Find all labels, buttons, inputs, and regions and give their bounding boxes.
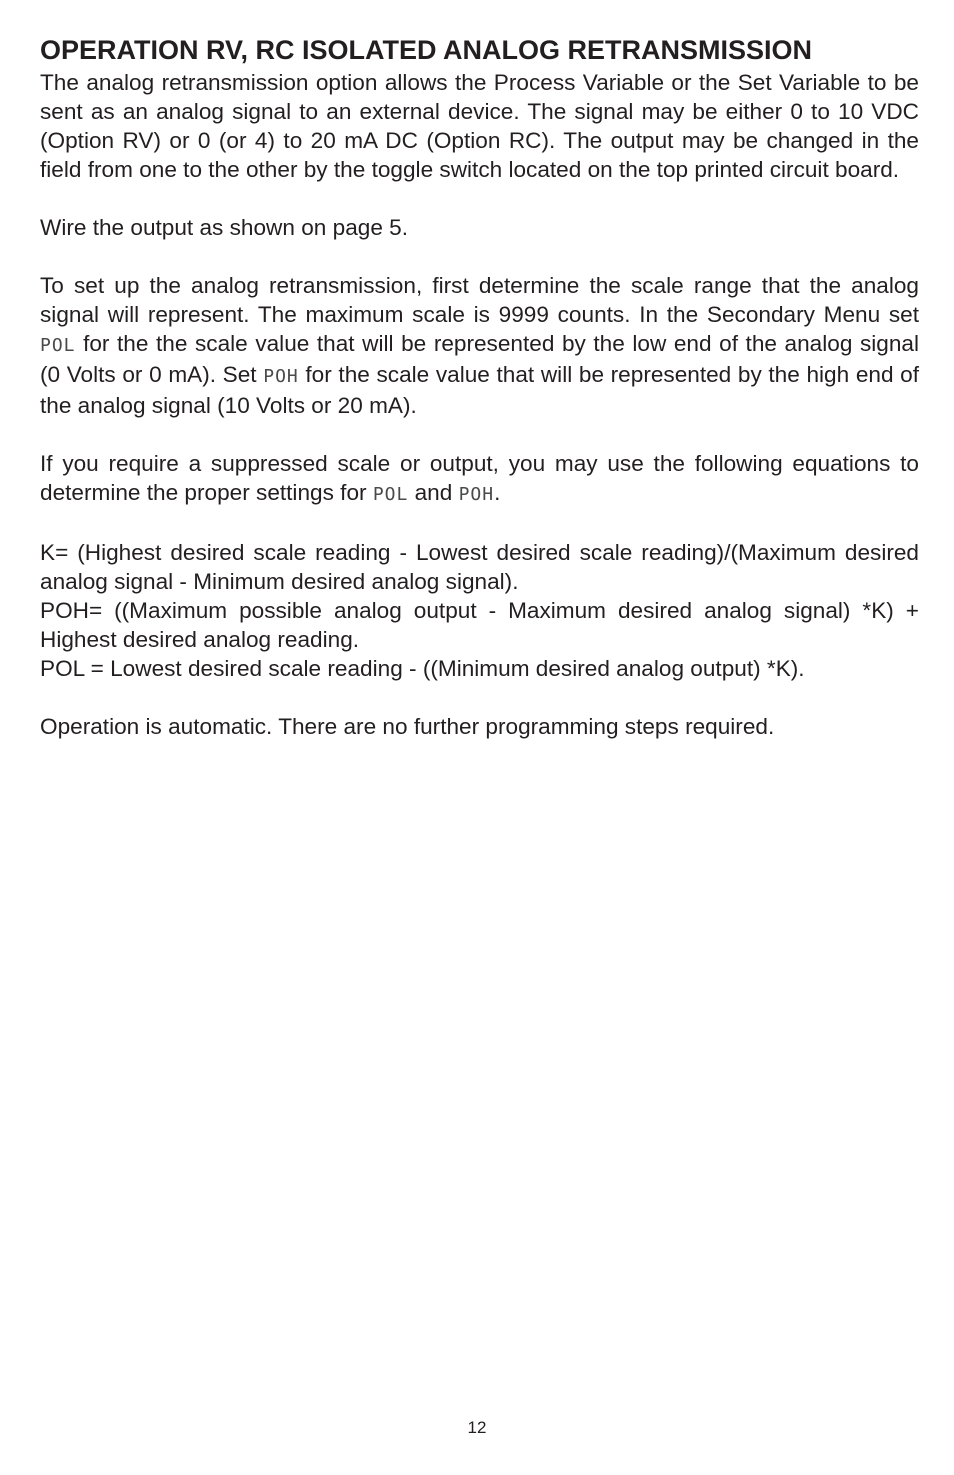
setup-paragraph	[40, 271, 919, 420]
section-title: OPERATION RV, RC ISOLATED ANALOG RETRANSMISSION	[40, 35, 813, 65]
setup-text-b: for the the scale value that will be represented by the low end of the analog signal (0 Volts or 0 mA). Set	[40, 331, 919, 387]
paragraph-gap	[40, 184, 919, 213]
poh-display-code: POH	[458, 484, 495, 505]
equation-pol: POL = Lowest desired scale reading - ((Minimum desired analog output) *K).	[40, 656, 805, 681]
wiring-note: Wire the output as shown on page 5.	[40, 215, 409, 240]
manual-page	[40, 33, 919, 741]
suppressed-scale-paragraph	[40, 449, 919, 509]
poh-display-code: POH	[263, 366, 299, 387]
setup-text-c: for the scale value that will be represented by the high end of the analog signal (10 Volts or 20 mA).	[40, 362, 920, 418]
suppressed-text-b: and	[408, 480, 459, 505]
suppressed-text-c: .	[494, 480, 501, 505]
pol-display-code: POL	[372, 484, 409, 505]
suppressed-text-a: If you require a suppressed scale or output, you may use the following equations to determine the proper settings for	[40, 451, 919, 505]
paragraph-gap	[40, 420, 919, 449]
equation-poh: POH= ((Maximum possible analog output - Maximum desired analog signal) *K) + Highest desired analog reading.	[40, 598, 919, 652]
intro-paragraph: The analog retransmission option allows the Process Variable or the Set Variable to be sent as an analog signal to an external device. The signal may be either 0 to 10 VDC (Option RV) or 0 (or 4) to 20 mA DC (Option RC). The output may be changed in the field from one to the other by the toggle switch located on the top printed circuit board.	[40, 70, 919, 182]
page-number: 12	[467, 1418, 487, 1437]
paragraph-gap	[40, 683, 919, 712]
pol-display-code: POL	[40, 335, 76, 356]
setup-text-a: To set up the analog retransmission, first determine the scale range that the analog signal will represent. The maximum scale is 9999 counts. In the Secondary Menu set	[40, 273, 919, 327]
paragraph-gap	[40, 242, 919, 271]
closing-paragraph: Operation is automatic. There are no further programming steps required.	[40, 714, 775, 739]
paragraph-gap	[40, 509, 919, 538]
equation-k: K= (Highest desired scale reading - Lowest desired scale reading)/(Maximum desired analog signal - Minimum desired analog signal).	[40, 540, 919, 594]
